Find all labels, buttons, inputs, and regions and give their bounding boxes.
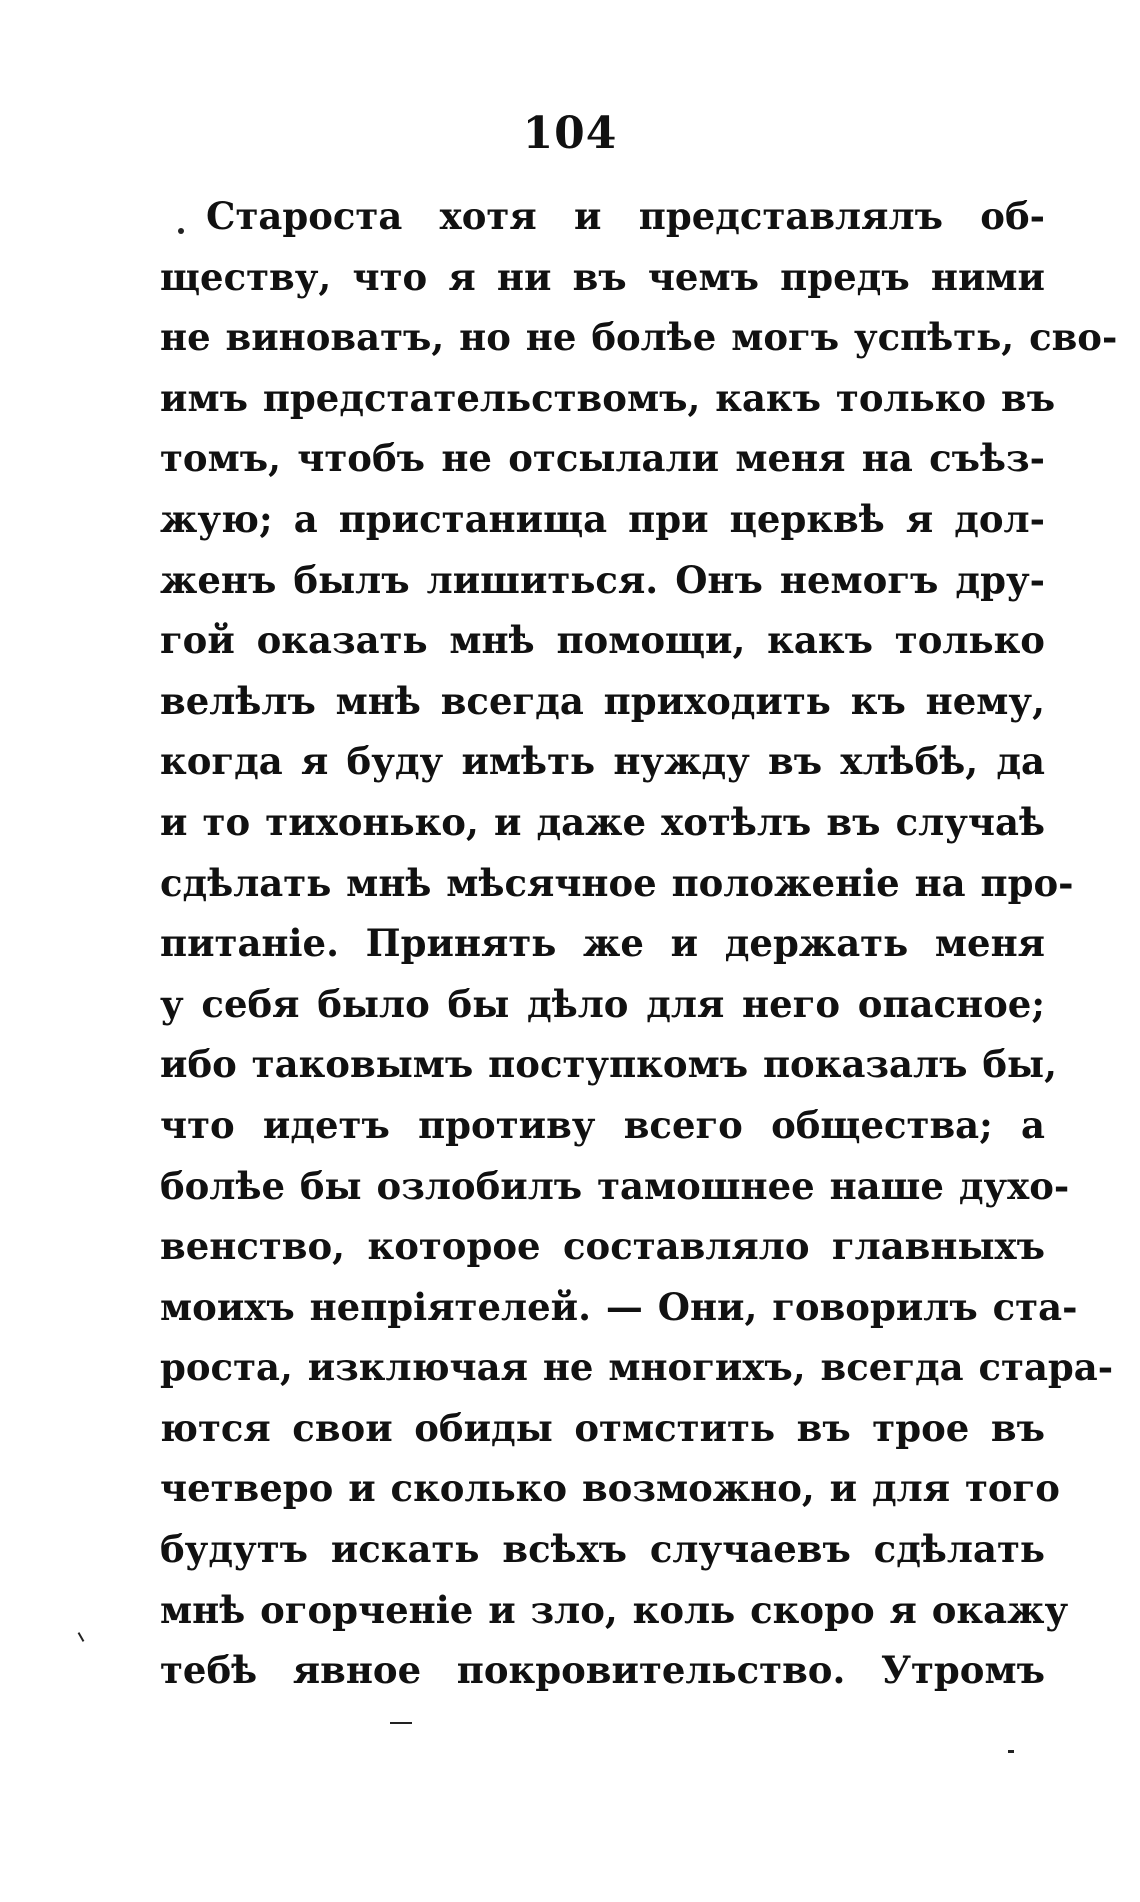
text-line: четверо и сколько возможно, и для того — [160, 1466, 1060, 1511]
text-line: ются свои обиды отмстить въ трое въ — [160, 1405, 1045, 1450]
text-line: тебѣ явное покровительство. Утромъ — [160, 1648, 1045, 1693]
scan-speck — [390, 1722, 412, 1724]
text-line: Староста хотя и представлялъ об- — [206, 194, 1045, 238]
body-text — [160, 186, 1118, 1701]
text-line: мнѣ огорченіе и зло, коль скоро я окажу — [160, 1587, 1069, 1632]
text-line: болѣе бы озлобилъ тамошнее наше духо- — [160, 1163, 1070, 1208]
text-line: жую; а пристанища при церквѣ я дол- — [160, 496, 1045, 541]
text-line: будутъ искать всѣхъ случаевъ сдѣлать — [160, 1527, 1045, 1572]
text-line: томъ, чтобъ не отсылали меня на съѣз- — [160, 436, 1045, 481]
text-line: гой оказать мнѣ помощи, какъ только — [160, 618, 1045, 663]
text-line: ществу, что я ни въ чемъ предъ ними — [160, 254, 1045, 299]
text-line: сдѣлать мнѣ мѣсячное положеніе на про- — [160, 860, 1074, 905]
text-line: что идетъ противу всего общества; а — [160, 1102, 1045, 1147]
text-line: венство, которое составляло главныхъ — [160, 1224, 1045, 1269]
text-line: женъ былъ лишиться. Онъ немогъ дру- — [160, 557, 1045, 602]
text-line: и то тихонько, и даже хотѣлъ въ случаѣ — [160, 799, 1045, 844]
text-line: ибо таковымъ поступкомъ показалъ бы, — [160, 1042, 1058, 1087]
text-line: роста, изключая не многихъ, всегда стара- — [160, 1345, 1114, 1390]
text-line: когда я буду имѣть нужду въ хлѣбѣ, да — [160, 739, 1045, 784]
page-number: 104 — [522, 108, 618, 159]
text-line: не виноватъ, но не болѣе могъ успѣть, сво- — [160, 315, 1118, 360]
text-line: имъ предстательствомъ, какъ только въ — [160, 375, 1056, 420]
scan-speck — [178, 228, 184, 234]
scan-speck — [1008, 1750, 1014, 1753]
text-line: моихъ непріятелей. — Они, говорилъ ста- — [160, 1284, 1078, 1329]
text-line: у себя было бы дѣло для него опасное; — [160, 981, 1045, 1026]
text-line: питаніе. Принять же и держать меня — [160, 921, 1045, 966]
scan-speck — [78, 1632, 85, 1642]
text-line: велѣлъ мнѣ всегда приходить къ нему, — [160, 678, 1045, 723]
